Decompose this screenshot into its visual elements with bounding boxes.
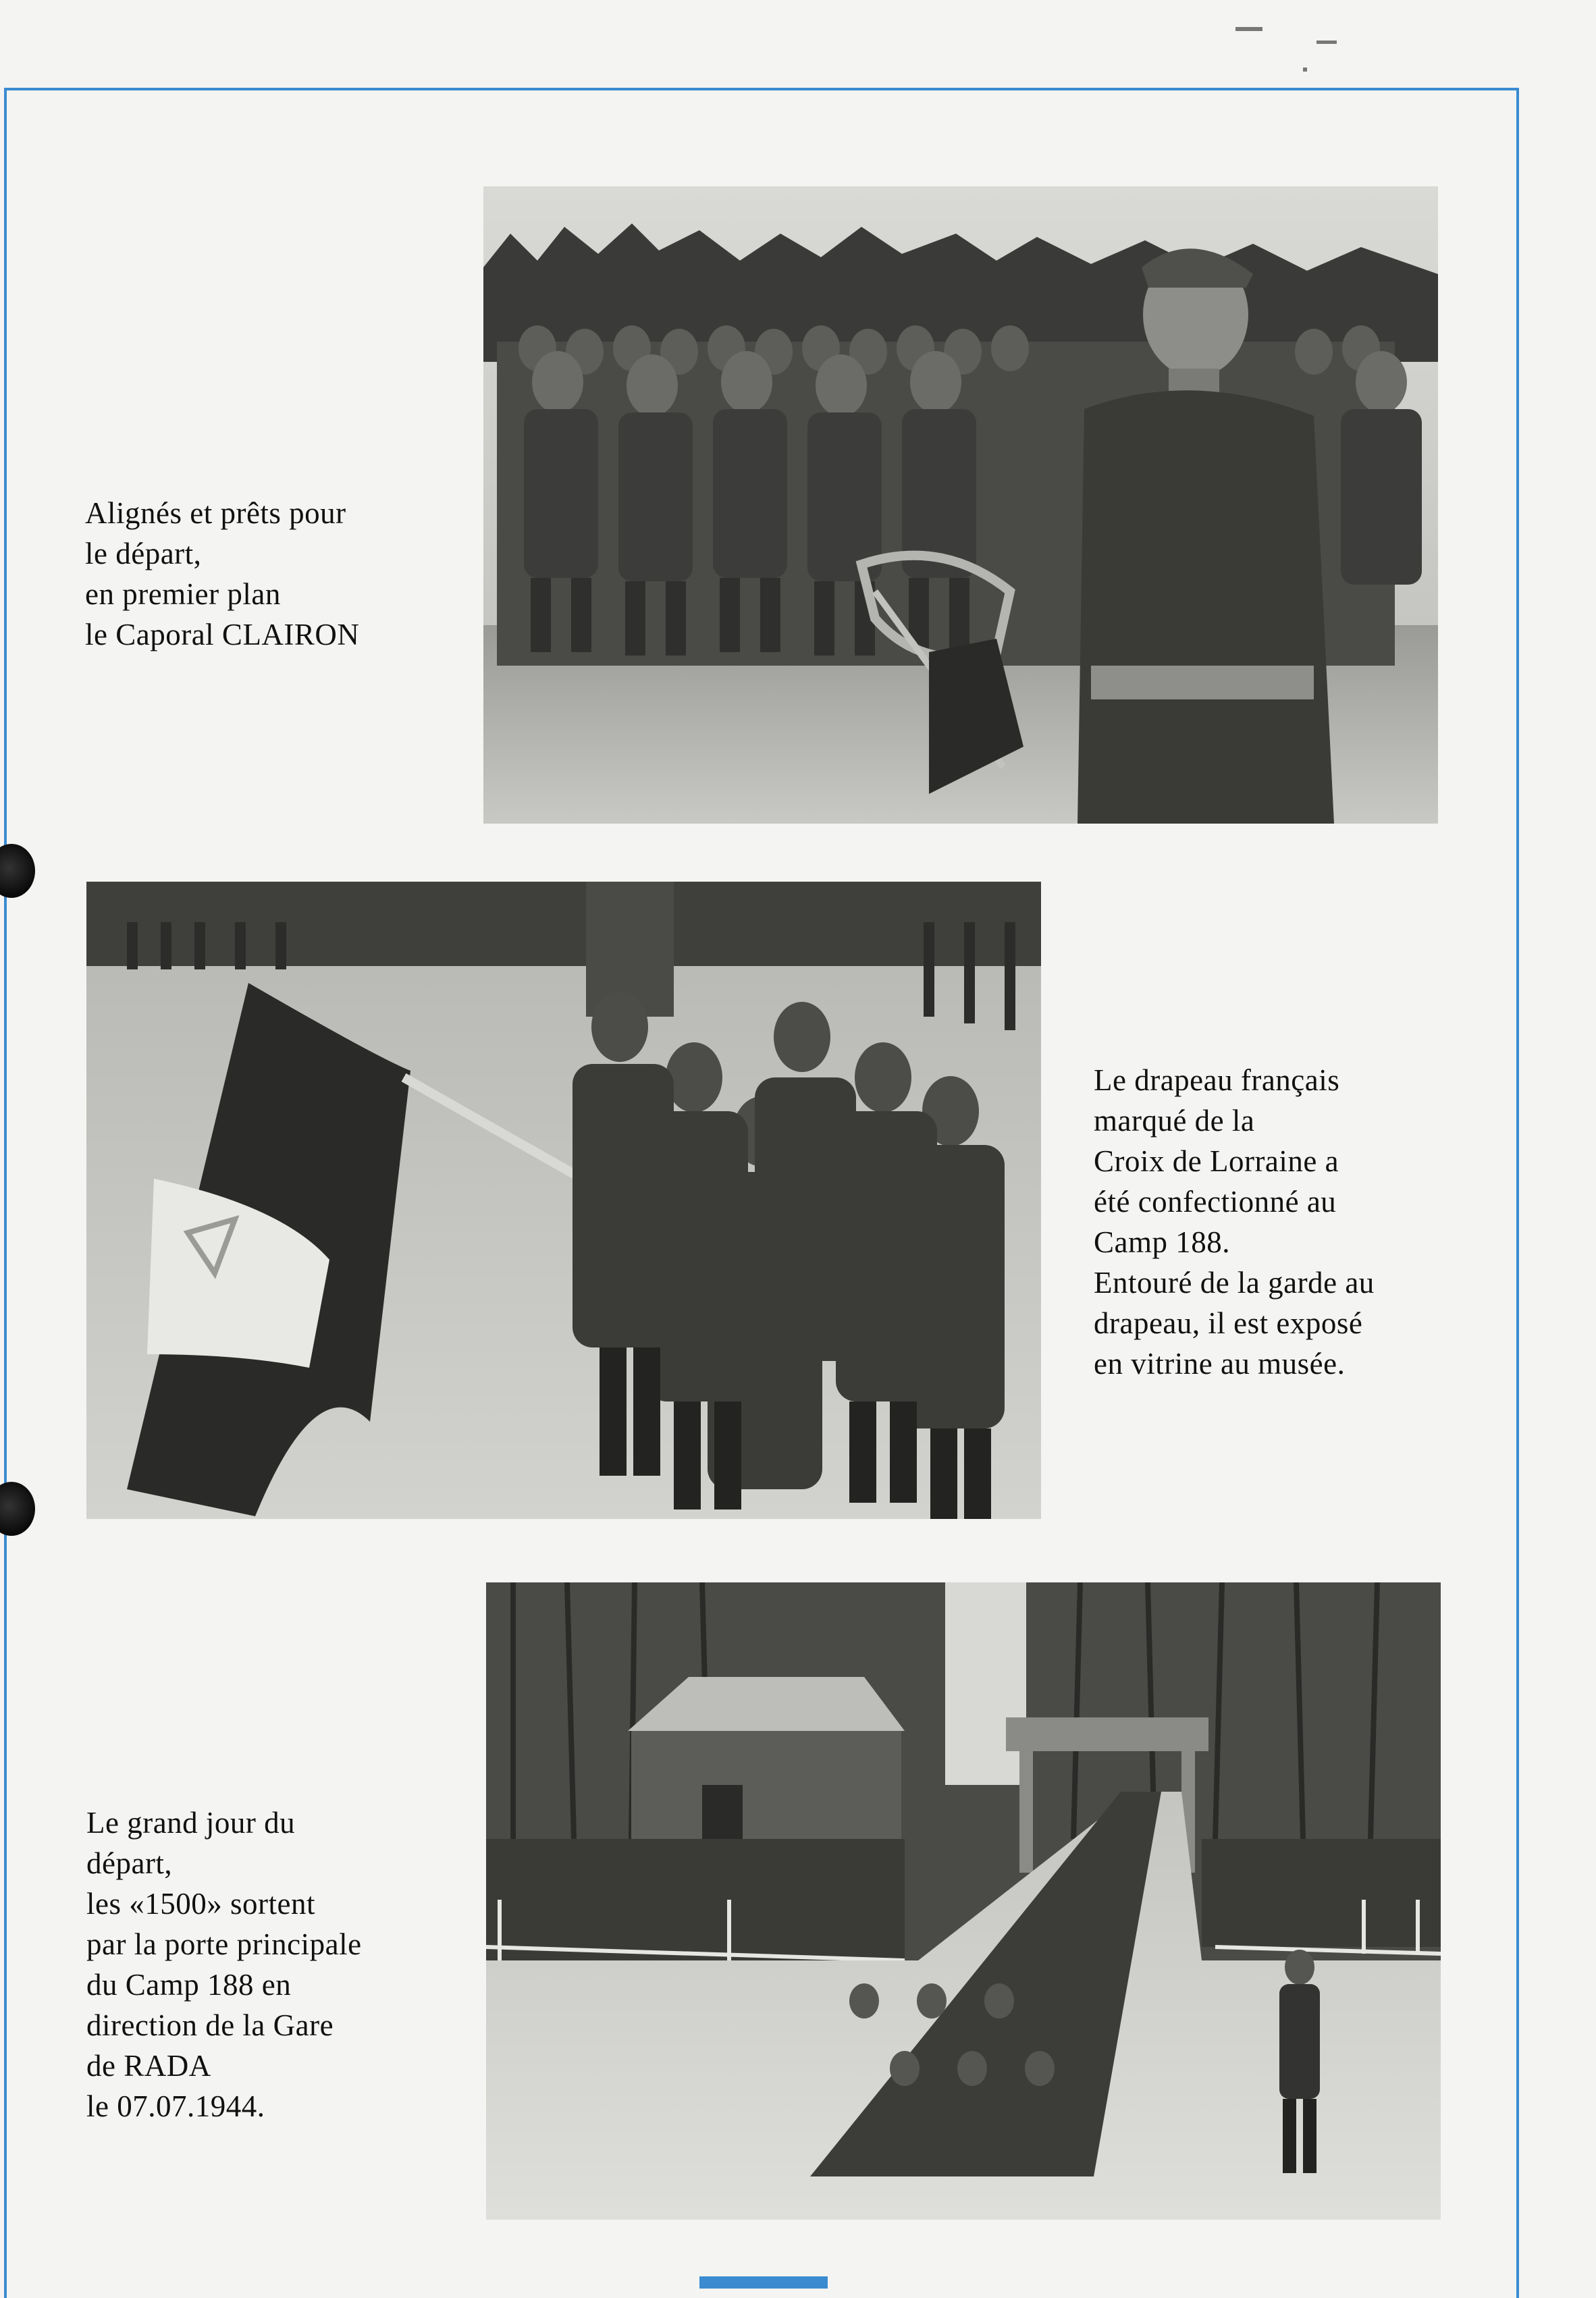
caption-line: Entouré de la garde au <box>1094 1266 1375 1300</box>
caption-line: en premier plan <box>85 577 281 611</box>
page-number-tab <box>699 2276 828 2289</box>
caption-line: Le grand jour du <box>86 1806 296 1840</box>
caption-photo-soldiers-bugler <box>85 493 359 655</box>
caption-line: drapeau, il est exposé <box>1094 1306 1363 1340</box>
caption-line: en vitrine au musée. <box>1094 1347 1346 1381</box>
photo-main-gate-march-image <box>486 1582 1441 2220</box>
photo-soldiers-bugler-image <box>483 186 1438 824</box>
caption-line: du Camp 188 en <box>86 1968 292 2002</box>
caption-line: été confectionné au <box>1094 1185 1337 1219</box>
photo-flag-guard <box>86 882 1041 1519</box>
caption-line: les «1500» sortent <box>86 1887 315 1921</box>
photo-main-gate-march <box>486 1582 1441 2220</box>
caption-line: Camp 188. <box>1094 1225 1230 1259</box>
caption-line: par la porte principale <box>86 1927 362 1961</box>
caption-line: départ, <box>86 1846 173 1880</box>
scan-speck <box>1316 41 1337 44</box>
caption-line: marqué de la <box>1094 1104 1255 1138</box>
photo-soldiers-bugler <box>483 186 1438 824</box>
caption-line: le 07.07.1944. <box>86 2089 265 2123</box>
scan-speck <box>1235 27 1262 31</box>
caption-line: de RADA <box>86 2049 211 2083</box>
caption-line: Le drapeau français <box>1094 1063 1340 1097</box>
caption-photo-flag-guard <box>1094 1060 1375 1384</box>
caption-line: Alignés et prêts pour <box>85 496 346 530</box>
caption-line: Croix de Lorraine a <box>1094 1144 1339 1178</box>
scan-speck <box>1303 68 1307 72</box>
caption-line: direction de la Gare <box>86 2008 334 2042</box>
caption-line: le départ, <box>85 537 202 570</box>
caption-photo-main-gate-march <box>86 1802 362 2127</box>
caption-line: le Caporal CLAIRON <box>85 618 360 651</box>
photo-flag-guard-image <box>86 882 1041 1519</box>
